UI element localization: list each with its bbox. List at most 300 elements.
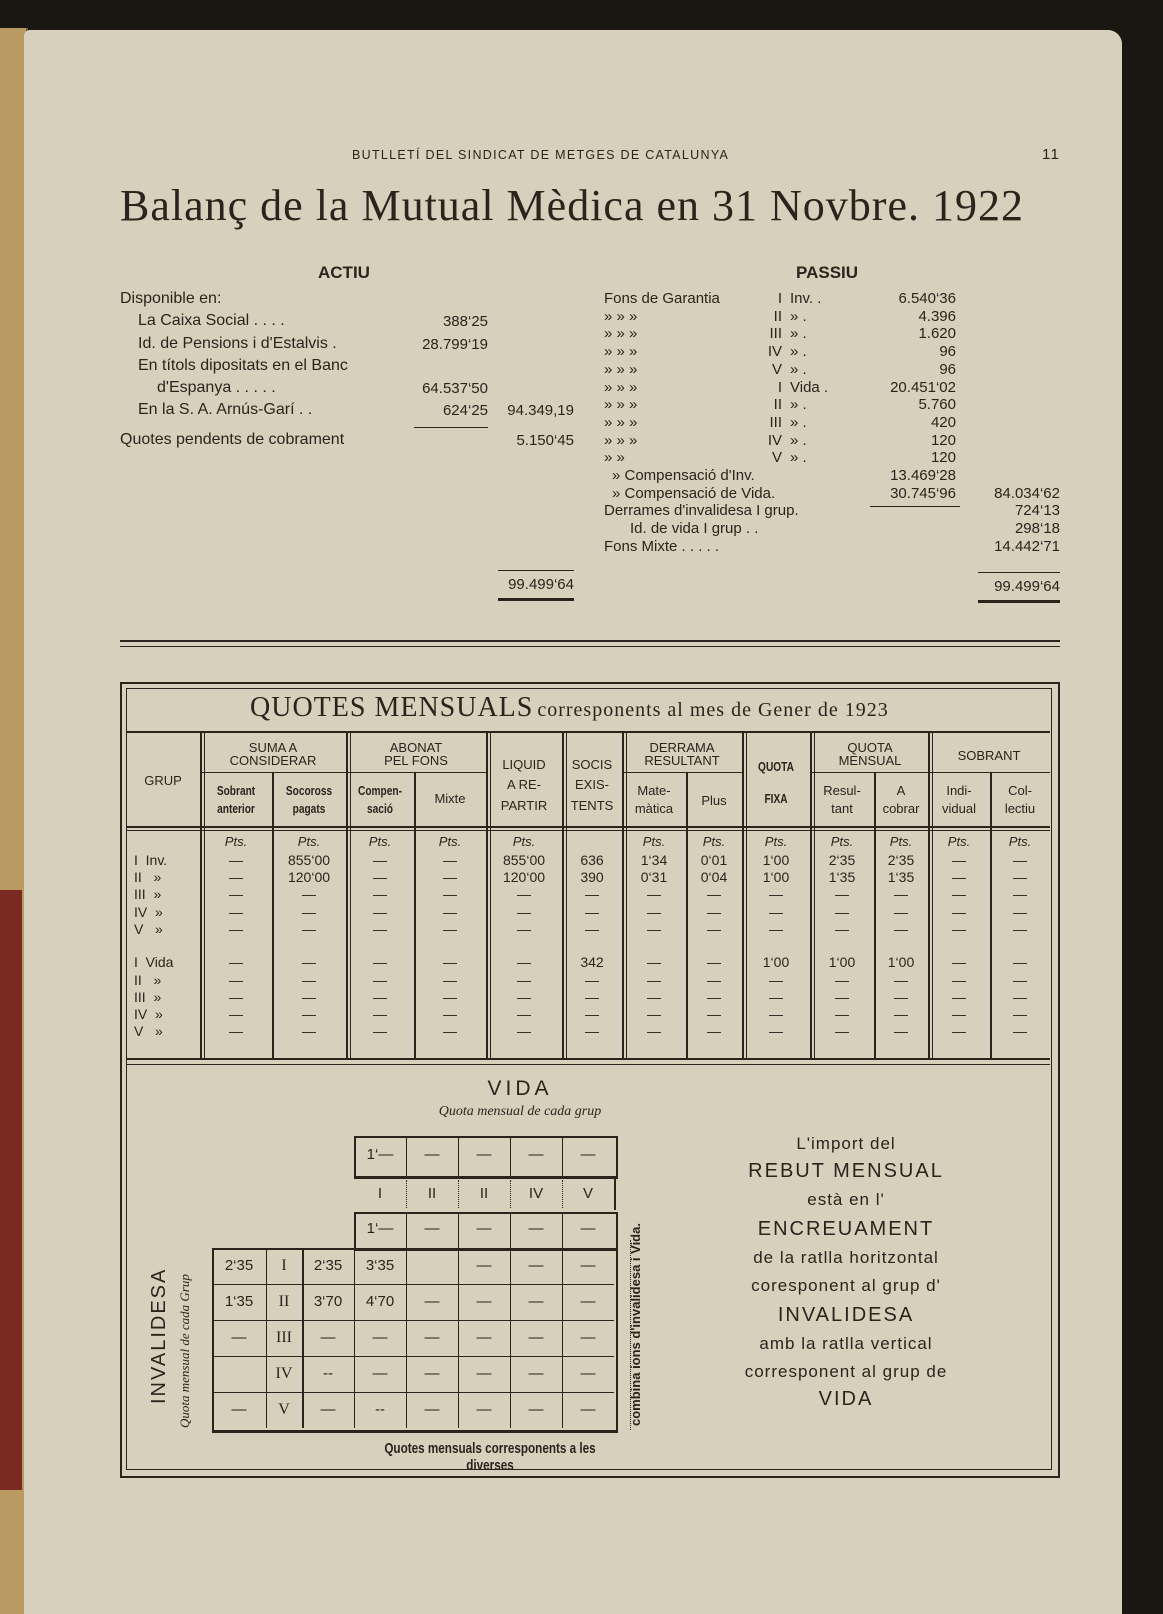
table-cell: — [373,989,387,1005]
passiu-total-rule-bottom [978,600,1060,603]
table-header: Resul- [823,783,861,798]
table-cell: 1‘00 [762,852,790,868]
units-label: Pts. [438,834,462,849]
table-cell: — [373,886,387,902]
vida-grid-rule [406,1180,407,1208]
receipt-note-line: de la ratlla horitzontal [753,1248,939,1267]
actiu-subtotal-rule [414,427,488,428]
section-divider-thin [120,646,1060,647]
table-header: Socoross [285,783,333,798]
vida-grid-rule [510,1180,511,1208]
passiu-line-total: 14.442‘71 [994,537,1060,555]
receipt-note-line: INVALIDESA [777,1304,915,1326]
table-cell: 1‘00 [762,954,790,970]
table-cell: — [443,886,457,902]
table-cell: — [707,886,721,902]
table-cell: — [302,989,316,1005]
vida-grid-rule [510,1212,511,1248]
vida-matrix-cell: — [424,1329,440,1346]
passiu-line-value: 4.396 [918,307,956,325]
row-group-label: II » [134,869,162,885]
header-bottom-rule [126,826,1050,828]
receipt-note-line: amb la ratlla vertical [759,1334,933,1353]
table-header: SUMA A [248,740,298,755]
vida-top-cell: 1‘— [366,1146,394,1163]
quotes-title-small: corresponents al mes de Gener de 1923 [537,699,889,721]
units-label: Pts. [702,834,726,849]
passiu-line-kind: » . [790,431,807,449]
table-cell: — [302,1006,316,1022]
table-cell: — [952,869,966,885]
table-cell: 636 [580,852,604,868]
table-cell: 2‘35 [887,852,915,868]
receipt-note-line: VIDA [818,1388,874,1410]
vida-matrix-cell: — [320,1401,336,1418]
units-label: Pts. [368,834,392,849]
table-cell: — [1013,1023,1027,1039]
passiu-line-label: » » » [604,396,638,414]
row-group-label: IV » [134,904,163,920]
table-cell: — [229,1023,243,1039]
table-header: PEL FONS [384,753,448,768]
actiu-line-label: Id. de Pensions i d'Estalvis . [138,335,337,352]
passiu-line-kind: » . [790,325,807,343]
vida-matrix-cell: 3‘35 [365,1257,395,1274]
vida-top-cell: — [580,1220,596,1237]
table-cell: — [302,904,316,920]
passiu-line-label: » » » [604,431,638,449]
table-cell: — [952,886,966,902]
row-group-label: I Vida [134,954,174,970]
vida-matrix-cell: — [320,1329,336,1346]
table-header: Col- [1008,783,1032,798]
table-cell: — [647,1006,661,1022]
actiu-line-total: 5.150‘45 [516,432,574,449]
table-cell: — [707,921,721,937]
table-header: Indi- [946,783,972,798]
table-cell: — [229,1006,243,1022]
passiu-line-value: 96 [939,360,956,378]
vida-matrix-quota: 2‘35 [224,1257,254,1274]
table-header: pagats [292,801,326,816]
table-header: FIXA [764,791,788,806]
table-header: MENSUAL [838,753,902,768]
units-label: Pts. [224,834,248,849]
table-cell: — [373,972,387,988]
table-cell: — [894,1006,908,1022]
table-cell: — [894,972,908,988]
passiu-line-grade: III [769,413,782,431]
table-header: màtica [634,801,674,816]
table-header: Sobrant [216,783,256,798]
table-cell: — [585,989,599,1005]
table-cell: — [1013,904,1027,920]
table-cell: — [517,1023,531,1039]
passiu-line-value: 6.540‘36 [898,290,956,307]
header-subrule [622,772,742,773]
table-cell: — [517,954,531,970]
table-cell: — [835,921,849,937]
passiu-line-value: 120 [930,449,956,467]
passiu-line-label: » » » [604,360,638,378]
table-header: TENTS [570,798,614,813]
table-cell: 342 [580,954,604,970]
table-cell: — [517,921,531,937]
passiu-line-label: » Compensació de Vida. [612,484,776,502]
table-cell: 1‘00 [828,954,856,970]
table-cell: 2‘35 [828,852,856,868]
vida-matrix-grade: III [276,1329,292,1346]
passiu-line-kind: » . [790,307,807,325]
row-group-label: V » [134,1023,163,1039]
table-header: GRUP [144,773,182,788]
vida-matrix-cell: — [424,1365,440,1382]
table-header: A RE- [507,777,541,792]
header-subrule [810,772,1050,773]
vida-matrix-cell: -- [323,1365,333,1382]
vida-matrix-quota: 1‘35 [224,1293,254,1310]
table-header: lectiu [1004,801,1036,816]
table-cell: — [302,921,316,937]
table-cell: — [647,954,661,970]
book-spine-cloth [0,890,22,1490]
table-cell: 0‘01 [700,852,728,868]
table-header: EXIS- [575,777,609,792]
table-cell: — [835,1023,849,1039]
vida-matrix-cell: — [580,1293,596,1310]
units-label: Pts. [512,834,536,849]
actiu-line-value: 64.537‘50 [422,380,488,397]
table-cell: — [443,989,457,1005]
vida-grid-rule [562,1180,563,1208]
passiu-line-grade: I [777,290,782,307]
vida-top-cell: I [377,1185,383,1202]
table-header: ABONAT [389,740,443,755]
passiu-line-label: » » » [604,413,638,431]
actiu-heading: ACTIU [318,263,370,282]
vida-matrix-grade: I [281,1257,287,1274]
table-cell: — [894,886,908,902]
actiu-total-rule-bottom [498,598,574,601]
quotes-table-bottom-thin [126,1064,1050,1065]
invalidesa-sublabel: Quota mensual de cada Grup [177,1274,192,1428]
vida-matrix-cell: — [528,1293,544,1310]
table-cell: — [769,904,783,920]
table-cell: — [229,972,243,988]
actiu-line-value: 388‘25 [442,313,488,330]
passiu-line-value: 30.745‘96 [890,484,956,502]
vida-top-cell: — [528,1220,544,1237]
table-header: A [896,783,906,798]
vida-matrix-cell: -- [375,1401,385,1418]
vida-matrix-row [212,1392,614,1393]
passiu-line-label: Derrames d'invalidesa I grup. [604,502,799,520]
passiu-line-total: 724‘13 [1014,502,1060,520]
table-cell: 390 [580,869,604,885]
table-cell: — [443,904,457,920]
table-cell: — [769,1006,783,1022]
vida-top-cell: — [424,1220,440,1237]
vida-top-cell: — [528,1146,544,1163]
actiu-line-value: 28.799‘19 [422,336,488,353]
vida-top-cell: IV [528,1185,544,1202]
header-subrule [200,772,486,773]
vida-matrix-cell: — [476,1293,492,1310]
table-cell: — [229,954,243,970]
vida-grid-rule [458,1212,459,1248]
passiu-line-grade: II [773,307,782,325]
vida-grid-rule [458,1180,459,1208]
table-cell: — [302,954,316,970]
actiu-line-label: Disponible en: [120,290,222,307]
table-cell: — [517,886,531,902]
table-cell: — [517,904,531,920]
table-cell: — [443,869,457,885]
table-cell: 1‘00 [887,954,915,970]
table-cell: — [517,972,531,988]
receipt-note-line: REBUT MENSUAL [748,1160,944,1182]
table-cell: — [373,869,387,885]
passiu-line-label: » » [604,449,625,467]
vida-matrix-cell: — [476,1329,492,1346]
table-cell: 0‘04 [700,869,728,885]
table-cell: — [443,1006,457,1022]
table-header: Mate- [637,783,671,798]
row-group-label: III » [134,989,162,1005]
table-cell: — [769,886,783,902]
vida-matrix-grade: IV [275,1365,293,1382]
row-group-label: III » [134,886,162,902]
table-header: Mixte [434,791,466,806]
table-cell: — [229,989,243,1005]
table-header: CONSIDERAR [229,753,317,768]
vida-grid-rule [562,1136,563,1176]
vida-top-cell: — [476,1220,492,1237]
passiu-heading: PASSIU [796,263,859,282]
passiu-line-grade: IV [767,343,782,361]
vida-matrix-cell: — [580,1401,596,1418]
table-header: RESULTANT [644,753,720,768]
passiu-line-kind: Inv. . [790,290,822,307]
table-cell: 1‘00 [762,869,790,885]
units-label: Pts. [297,834,321,849]
vida-grid-rule [406,1136,407,1176]
table-cell: — [707,954,721,970]
table-header: Plus [701,793,727,808]
table-cell: — [1013,972,1027,988]
vida-matrix-cell: — [372,1329,388,1346]
table-cell: — [373,954,387,970]
table-cell: — [229,886,243,902]
passiu-line-value: 20.451‘02 [890,378,956,396]
units-label: Pts. [830,834,854,849]
passiu-line-grade: V [771,449,782,467]
page-title: Balanç de la Mutual Mèdica en 31 Novbre. 1922 [120,181,1024,230]
passiu-line-value: 120 [930,431,956,449]
table-cell: — [952,852,966,868]
table-cell: — [952,989,966,1005]
table-cell: — [585,886,599,902]
table-cell: — [707,1023,721,1039]
table-cell: — [373,904,387,920]
table-cell: — [769,989,783,1005]
table-cell: 0‘31 [640,869,668,885]
header-bottom-rule-thin [126,830,1050,831]
passiu-line-grade: IV [767,431,782,449]
passiu-line-label: » » » [604,325,638,343]
passiu-line-grade: II [773,396,782,414]
quotes-table-bottom [126,1058,1050,1060]
table-cell: — [835,989,849,1005]
invalidesa-label: INVALIDESA [148,1267,170,1404]
passiu-line-value: 96 [939,343,956,361]
running-title: BUTLLETÍ DEL SINDICAT DE METGES DE CATALUNYA [352,148,730,162]
table-cell: — [835,886,849,902]
table-cell: — [443,954,457,970]
combinations-label: combina ions d'invalidesa i Vida. [628,1223,643,1426]
table-cell: — [373,1006,387,1022]
table-cell: — [769,921,783,937]
passiu-line-grade: V [771,360,782,378]
receipt-note-line: coresponent al grup d' [751,1276,941,1295]
vida-top-cell: II [479,1185,489,1202]
table-cell: — [835,972,849,988]
table-cell: — [707,972,721,988]
passiu-line-kind: » . [790,396,807,414]
table-cell: — [769,972,783,988]
table-header: SOCIS [571,757,613,772]
table-header: DERRAMA [649,740,715,755]
vida-top-cell: — [580,1146,596,1163]
vida-matrix-cell: 4‘70 [365,1293,395,1310]
table-cell: — [1013,852,1027,868]
actiu-line-value: 624‘25 [442,402,488,419]
quotes-title-big: QUOTES MENSUALS [250,692,534,723]
passiu-total: 99.499‘64 [994,578,1060,595]
units-label: Pts. [889,834,913,849]
vida-top-cell: — [476,1146,492,1163]
vida-matrix-cell: 3‘70 [313,1293,343,1310]
passiu-line-kind: » . [790,449,807,467]
table-cell: — [894,921,908,937]
table-cell: — [1013,869,1027,885]
table-cell: — [707,1006,721,1022]
row-group-label: V » [134,921,163,937]
passiu-line-kind: » . [790,413,807,431]
passiu-line-label: » » » [604,307,638,325]
table-cell: — [835,904,849,920]
quotes-title [250,692,889,724]
vida-matrix-cell: — [580,1257,596,1274]
vida-matrix-row [212,1320,614,1321]
passiu-line-total: 84.034‘62 [994,484,1060,502]
table-cell: — [835,1006,849,1022]
table-header: QUOTA [847,740,893,755]
table-cell: — [585,904,599,920]
actiu-line-label: La Caixa Social . . . . [138,312,285,329]
passiu-line-value: 13.469‘28 [890,467,956,484]
vida-matrix-cell: — [372,1365,388,1382]
table-cell: — [1013,954,1027,970]
table-cell: — [1013,886,1027,902]
table-cell: — [647,886,661,902]
vida-matrix-row [212,1284,614,1285]
table-cell: — [302,972,316,988]
units-label: Pts. [764,834,788,849]
receipt-note-line: està en l' [807,1190,885,1209]
vida-top-cell: 1‘— [366,1220,394,1237]
passiu-line-kind: » . [790,360,807,378]
actiu-line-label: Quotes pendents de cobrament [120,431,345,448]
vida-grid-rule [406,1212,407,1248]
actiu-total: 99.499‘64 [508,576,574,593]
table-cell: — [585,1023,599,1039]
passiu-line-value: 5.760 [918,396,956,414]
table-cell: — [647,972,661,988]
passiu-subtotal-rule [870,506,960,507]
actiu-line-label: En la S. A. Arnús-Garí . . [138,401,313,418]
passiu-line-kind: Vida . [790,378,829,396]
passiu-line-label: » Compensació d'Inv. [612,467,755,484]
table-header: LIQUID [502,757,546,772]
table-cell: — [443,852,457,868]
table-header: anterior [217,801,255,816]
table-cell: — [647,904,661,920]
vida-matrix-cell: — [528,1257,544,1274]
row-group-label: I Inv. [134,852,168,868]
units-label: Pts. [947,834,971,849]
table-cell: — [952,954,966,970]
vida-title: VIDA [487,1077,553,1100]
table-cell: — [229,852,243,868]
vida-matrix-cell: — [476,1401,492,1418]
actiu-total-rule-top [498,570,574,571]
table-cell: 855‘00 [287,852,331,868]
table-cell: — [443,921,457,937]
vida-subtitle: Quota mensual de cada grup [438,1104,602,1119]
table-cell: — [894,1023,908,1039]
table-cell: — [952,1023,966,1039]
vida-matrix-cell: 2‘35 [313,1257,343,1274]
table-cell: — [952,921,966,937]
table-cell: — [443,972,457,988]
vida-matrix-quota: — [231,1329,247,1346]
passiu-line-grade: I [777,378,782,396]
table-header: QUOTA [758,759,794,774]
table-cell: 1‘35 [828,869,856,885]
vida-matrix-cell: — [528,1365,544,1382]
passiu-line-label: » » » [604,378,638,396]
table-cell: — [647,921,661,937]
table-cell: — [585,1006,599,1022]
table-cell: — [373,852,387,868]
vida-top-cell: II [427,1185,437,1202]
vida-matrix-cell: — [476,1365,492,1382]
vida-top-cell: V [582,1185,593,1202]
table-cell: — [229,869,243,885]
passiu-line-total: 298‘18 [1014,520,1060,538]
row-group-label: IV » [134,1006,163,1022]
vida-matrix-quota: — [231,1401,247,1418]
actiu-line-label: d'Espanya . . . . . [157,379,276,396]
table-cell: — [1013,1006,1027,1022]
table-header: Compen- [358,783,402,798]
vida-matrix-cell: — [424,1401,440,1418]
vida-matrix-row [212,1356,614,1357]
table-cell: — [443,1023,457,1039]
table-cell: — [952,1006,966,1022]
vida-grid-rule [510,1136,511,1176]
